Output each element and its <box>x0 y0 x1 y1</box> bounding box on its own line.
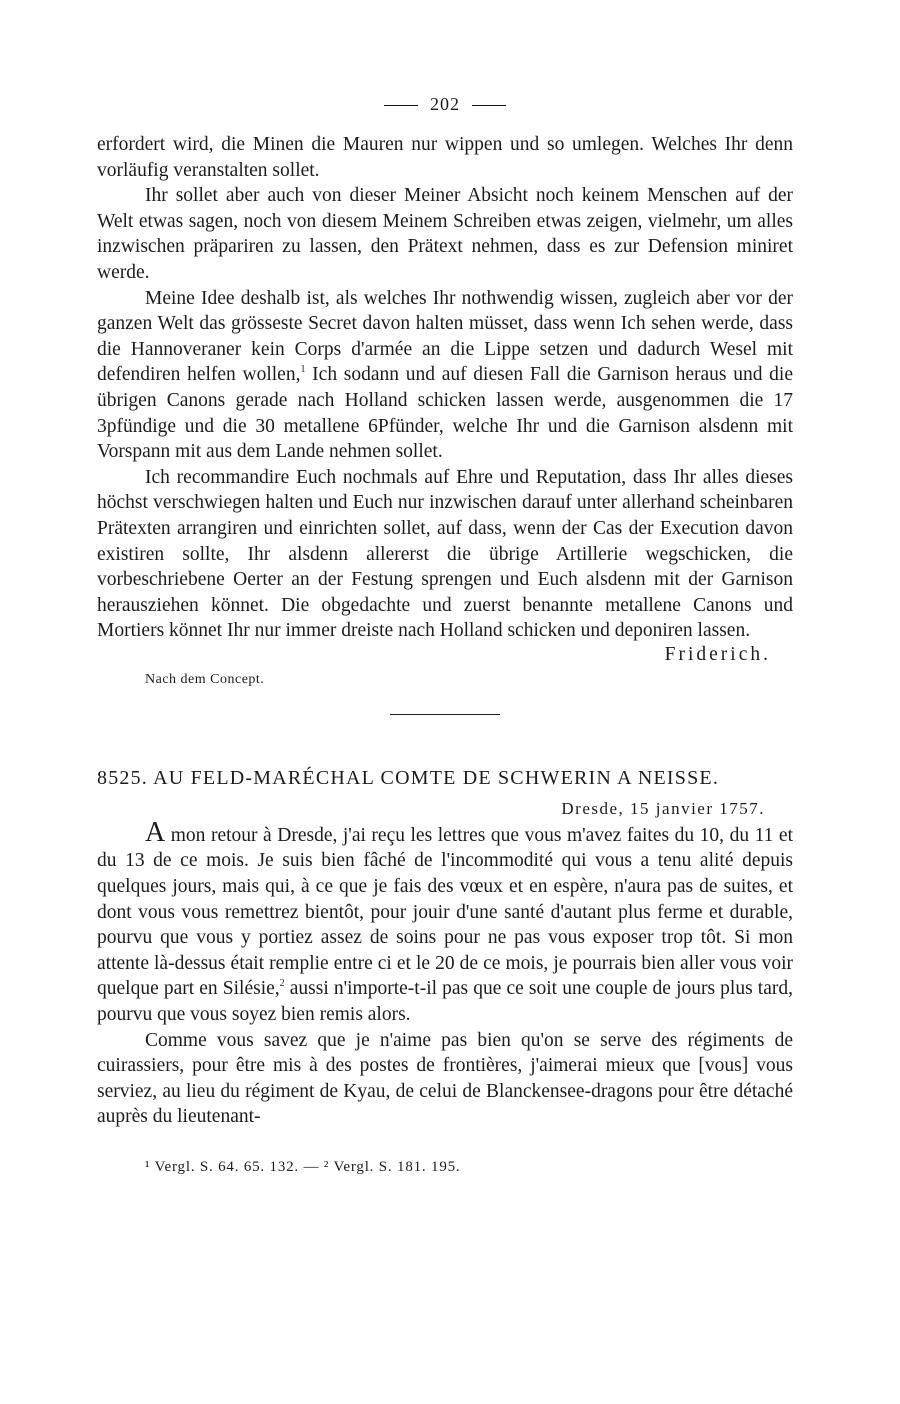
paragraph <box>97 816 793 1028</box>
drop-cap: A <box>145 816 166 848</box>
paragraph-text: Ich sodann und auf diesen Fall die Garnison heraus und die übrigen Canons gerade nach Holland schicken lassen werde, ausgenommen die 17 3pfündige und die 30 metallene 6Pfünder, welche Ihr und die Garnison alsdenn mit Vorspann mit aus dem Lande nehmen sollet. <box>97 364 794 463</box>
continued-letter-body <box>97 132 793 644</box>
signature: Friderich. <box>664 643 771 665</box>
footnotes: ¹ Vergl. S. 64. 65. 132. — ² Vergl. S. 181. 195. <box>145 1159 461 1175</box>
header-dash-right <box>472 105 506 106</box>
paragraph: Comme vous savez que je n'aime pas bien qu'on se serve des régiments de cuirassiers, pour être mis à des postes de frontières, j'aimerai mieux que [vous] vous serviez, au lieu du régiment de Kyau, de celui de Blanckensee-dragons pour être détaché auprès du lieutenant- <box>97 1029 793 1128</box>
source-note: Nach dem Concept. <box>145 671 265 687</box>
page-number: 202 <box>430 94 460 114</box>
signature-row <box>97 644 793 670</box>
paragraph: erfordert wird, die Minen die Mauren nur wippen und so umlegen. Welches Ihr denn vorläufig veranstalten sollet. <box>97 134 793 181</box>
paragraph-text: aussi n'importe-t-il pas que ce soit une couple de jours plus tard, pourvu que vous soyez bien remis alors. <box>97 978 793 1026</box>
paragraph-text: Meine Idee deshalb ist, als welches Ihr nothwendig wissen, zugleich aber vor der ganzen Welt das grösseste Secret davon halten müsset, dass wenn Ich sehen werde, dass die Hannoveraner kein Corps d'armée an die Lippe setzen und dadurch Wesel mit defendiren helfen wollen, <box>97 287 793 386</box>
footnote-mark: 1 <box>300 364 306 376</box>
page-number-header <box>97 90 793 118</box>
letter-dateline: Dresde, 15 janvier 1757. <box>561 798 765 818</box>
letter-body <box>97 816 793 1130</box>
section-divider <box>390 714 500 715</box>
paragraph: Ihr sollet aber auch von dieser Meiner Absicht noch keinem Menschen auf der Welt etwas sagen, noch von diesem Meinem Schreiben etwas zeigen, vielmehr, um alles inzwischen präpariren zu lassen, den Prätext nehmen, dass es zur Defension miniret werde. <box>97 185 793 283</box>
header-dash-left <box>384 105 418 106</box>
paragraph-with-footnote <box>97 286 793 465</box>
paragraph: Ich recommandire Euch nochmals auf Ehre und Reputation, dass Ihr alles dieses höchst verschwiegen halten und Euch nur inzwischen darauf unter allerhand scheinbaren Prätexten arrangiren und einrichten sollet, auf dass, wenn der Cas der Execution davon existiren sollte, Ihr alsdenn allererst die übrige Artillerie wegschicken, die vorbeschriebene Oerter an der Festung sprengen und Euch alsdenn mit der Garnison herausziehen könnet. Die obgedachte und zuerst benannte metallene Canons und Mortiers könnet Ihr nur immer dreiste nach Holland schicken und deponiren lassen. <box>97 466 793 642</box>
paragraph-text: mon retour à Dresde, j'ai reçu les lettres que vous m'avez faites du 10, du 11 et du 13 de ce mois. Je suis bien fâché de l'incommodité qui vous a tenu alité depuis quelques jours, mais qui, à ce que je fais des vœux et en espère, n'aura pas de suites, et dont vous vous remettrez bientôt, pour jouir d'une santé d'autant plus ferme et durable, pourvu que vous y portiez assez de soins pour ne pas vous exposer trop tôt. Si mon attente là-dessus était remplie entre ci et le 20 de ce mois, je pourrais bien aller vous voir quelque part en Silésie, <box>97 824 793 1000</box>
book-page <box>97 90 793 1178</box>
letter-heading: 8525. AU FELD-MARÉCHAL COMTE DE SCHWERIN A NEISSE. <box>97 766 720 789</box>
footnote-mark: 2 <box>279 978 285 990</box>
